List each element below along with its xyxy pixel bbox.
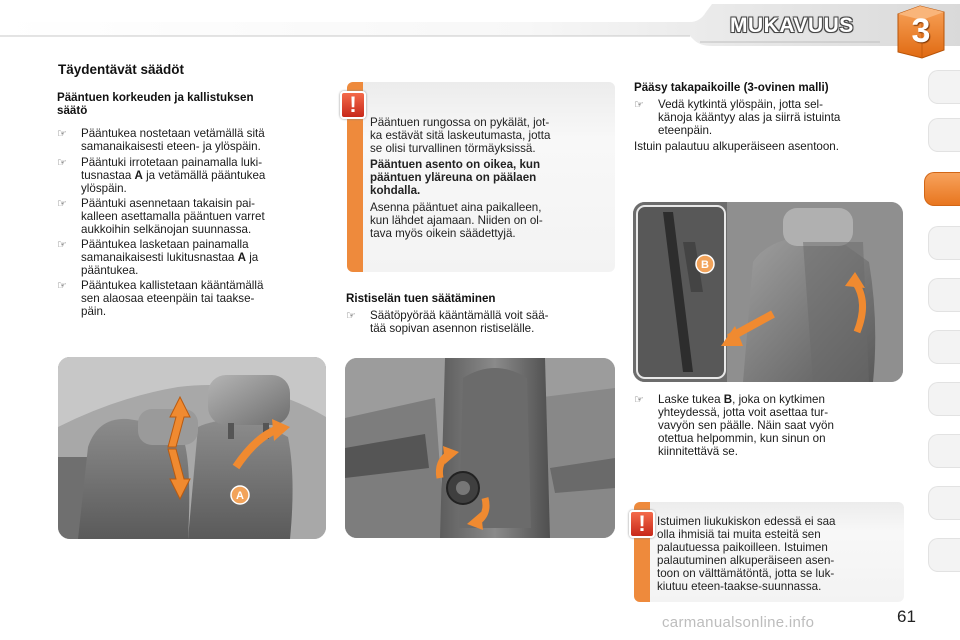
warning-line: palautuminen alkuperäiseen asen- — [657, 554, 835, 567]
lumbar-illustration — [345, 358, 615, 538]
bullet-line: vavyön sen päälle. Näin saat vyön — [658, 419, 834, 432]
chapter-tab-6[interactable] — [928, 330, 960, 364]
chapter-tab-9[interactable] — [928, 486, 960, 520]
warning-icon: ! — [340, 91, 366, 119]
chapter-tab-1[interactable] — [928, 70, 960, 104]
pointing-hand-icon: ☞ — [634, 394, 644, 406]
rear-access-seat-drawing — [633, 202, 903, 382]
bullet-line: päin. — [81, 305, 107, 318]
warning-line: Istuimen liukukiskon edessä ei saa — [657, 515, 836, 528]
pointing-hand-icon: ☞ — [57, 128, 67, 140]
warning-line: kiutuu eteen-taakse-suunnassa. — [657, 580, 822, 593]
warning-line: ka estävät sitä laskeutumasta, jotta — [370, 129, 551, 142]
section-title: Täydentävät säädöt — [58, 62, 185, 77]
rear-access-illustration — [633, 202, 903, 382]
chapter-tab-2[interactable] — [928, 118, 960, 152]
seat-return-note: Istuin palautuu alkuperäiseen asentoon. — [634, 140, 839, 153]
bullet-line: pääntukea. — [81, 264, 139, 277]
bullet-line: otettua helpommin, kun sinun on — [658, 432, 826, 445]
warning-line: Asenna pääntuet aina paikalleen, — [370, 201, 542, 214]
pointing-hand-icon: ☞ — [346, 310, 356, 322]
chapter-tab-8[interactable] — [928, 434, 960, 468]
warning-line: olla ihmisiä tai muita esteitä sen — [657, 528, 821, 541]
chapter-tab-10[interactable] — [928, 538, 960, 572]
chapter-tab-3-active[interactable] — [924, 172, 960, 206]
bullet-line: känoja kääntyy alas ja siirrä istuinta — [658, 111, 841, 124]
bullet-line: kalleen asettamalla pääntuen varret — [81, 210, 265, 223]
chapter-tab-5[interactable] — [928, 278, 960, 312]
warning-line-bold: pääntuen yläreuna on päälaen — [370, 171, 537, 184]
page-number: 61 — [897, 607, 916, 626]
bullet-line: eteenpäin. — [658, 124, 713, 137]
bullet-line: Pääntukea nostetaan vetämällä sitä — [81, 127, 265, 140]
headrest-subheading-line1: Pääntuen korkeuden ja kallistuksen — [57, 91, 254, 104]
bullet-line: tää sopivan asennon ristiselälle. — [370, 322, 535, 335]
pointing-hand-icon: ☞ — [57, 239, 67, 251]
bullet-line: Pääntuki asennetaan takaisin pai- — [81, 197, 256, 210]
warning-line-bold: Pääntuen asento on oikea, kun — [370, 158, 541, 171]
bullet-line: samanaikaisesti eteen- ja ylöspäin. — [81, 140, 261, 153]
chapter-title: MUKAVUUS — [730, 14, 854, 37]
pointing-hand-icon: ☞ — [57, 157, 67, 169]
lumbar-subheading: Ristiselän tuen säätäminen — [346, 292, 496, 305]
chapter-tab-7[interactable] — [928, 382, 960, 416]
chapter-number: 3 — [911, 12, 931, 50]
bullet-line: Säätöpyörää kääntämällä voit sää- — [370, 309, 549, 322]
warning-line: se olisi turvallinen törmäyksissä. — [370, 142, 536, 155]
lumbar-seat-drawing — [345, 358, 615, 538]
warning-line: tava myös oikein säädettyjä. — [370, 227, 516, 240]
watermark: carmanualsonline.info — [662, 614, 815, 631]
warning-line: Pääntuen rungossa on pykälät, jot- — [370, 116, 550, 129]
chapter-tabs — [928, 60, 960, 580]
warning-line-bold: kohdalla. — [370, 184, 421, 197]
bullet-line: kiinnitettävä se. — [658, 445, 738, 458]
warning-line: palautuessa paikoilleen. Istuimen — [657, 541, 828, 554]
pointing-hand-icon: ☞ — [57, 198, 67, 210]
bullet-line: Pääntukea kallistetaan kääntämällä — [81, 279, 264, 292]
bullet-line: ylöspäin. — [81, 182, 127, 195]
warning-icon: ! — [629, 510, 655, 538]
bullet-line: Vedä kytkintä ylöspäin, jotta sel- — [658, 98, 823, 111]
chapter-tab-4[interactable] — [928, 226, 960, 260]
rear-access-subheading: Pääsy takapaikoille (3-ovinen malli) — [634, 81, 829, 94]
bullet-line: aukkoihin selkänojan suunnassa. — [81, 223, 252, 236]
pointing-hand-icon: ☞ — [634, 99, 644, 111]
headrest-illustration — [58, 357, 326, 539]
headrest-subheading-line2: säätö — [57, 104, 88, 117]
bullet-line: sen alaosaa eteenpäin tai taakse- — [81, 292, 255, 305]
bullet-line: Pääntuki irrotetaan painamalla luki- — [81, 156, 263, 169]
pointing-hand-icon: ☞ — [57, 280, 67, 292]
bullet-line: tusnastaa A ja vetämällä pääntukea — [81, 169, 266, 182]
label-B: B — [701, 259, 709, 271]
headrest-seat-drawing — [58, 357, 326, 539]
bullet-line: yhteydessä, jotta voit asettaa tur- — [658, 406, 829, 419]
warning-line: toon on välttämätöntä, jotta se luk- — [657, 567, 835, 580]
bullet-line: samanaikaisesti lukitusnastaa A ja — [81, 251, 259, 264]
bullet-line: Pääntukea lasketaan painamalla — [81, 238, 249, 251]
label-A: A — [236, 490, 244, 502]
warning-line: kun lähdet ajamaan. Niiden on ol- — [370, 214, 543, 227]
bullet-line: Laske tukea B, joka on kytkimen — [658, 393, 825, 406]
